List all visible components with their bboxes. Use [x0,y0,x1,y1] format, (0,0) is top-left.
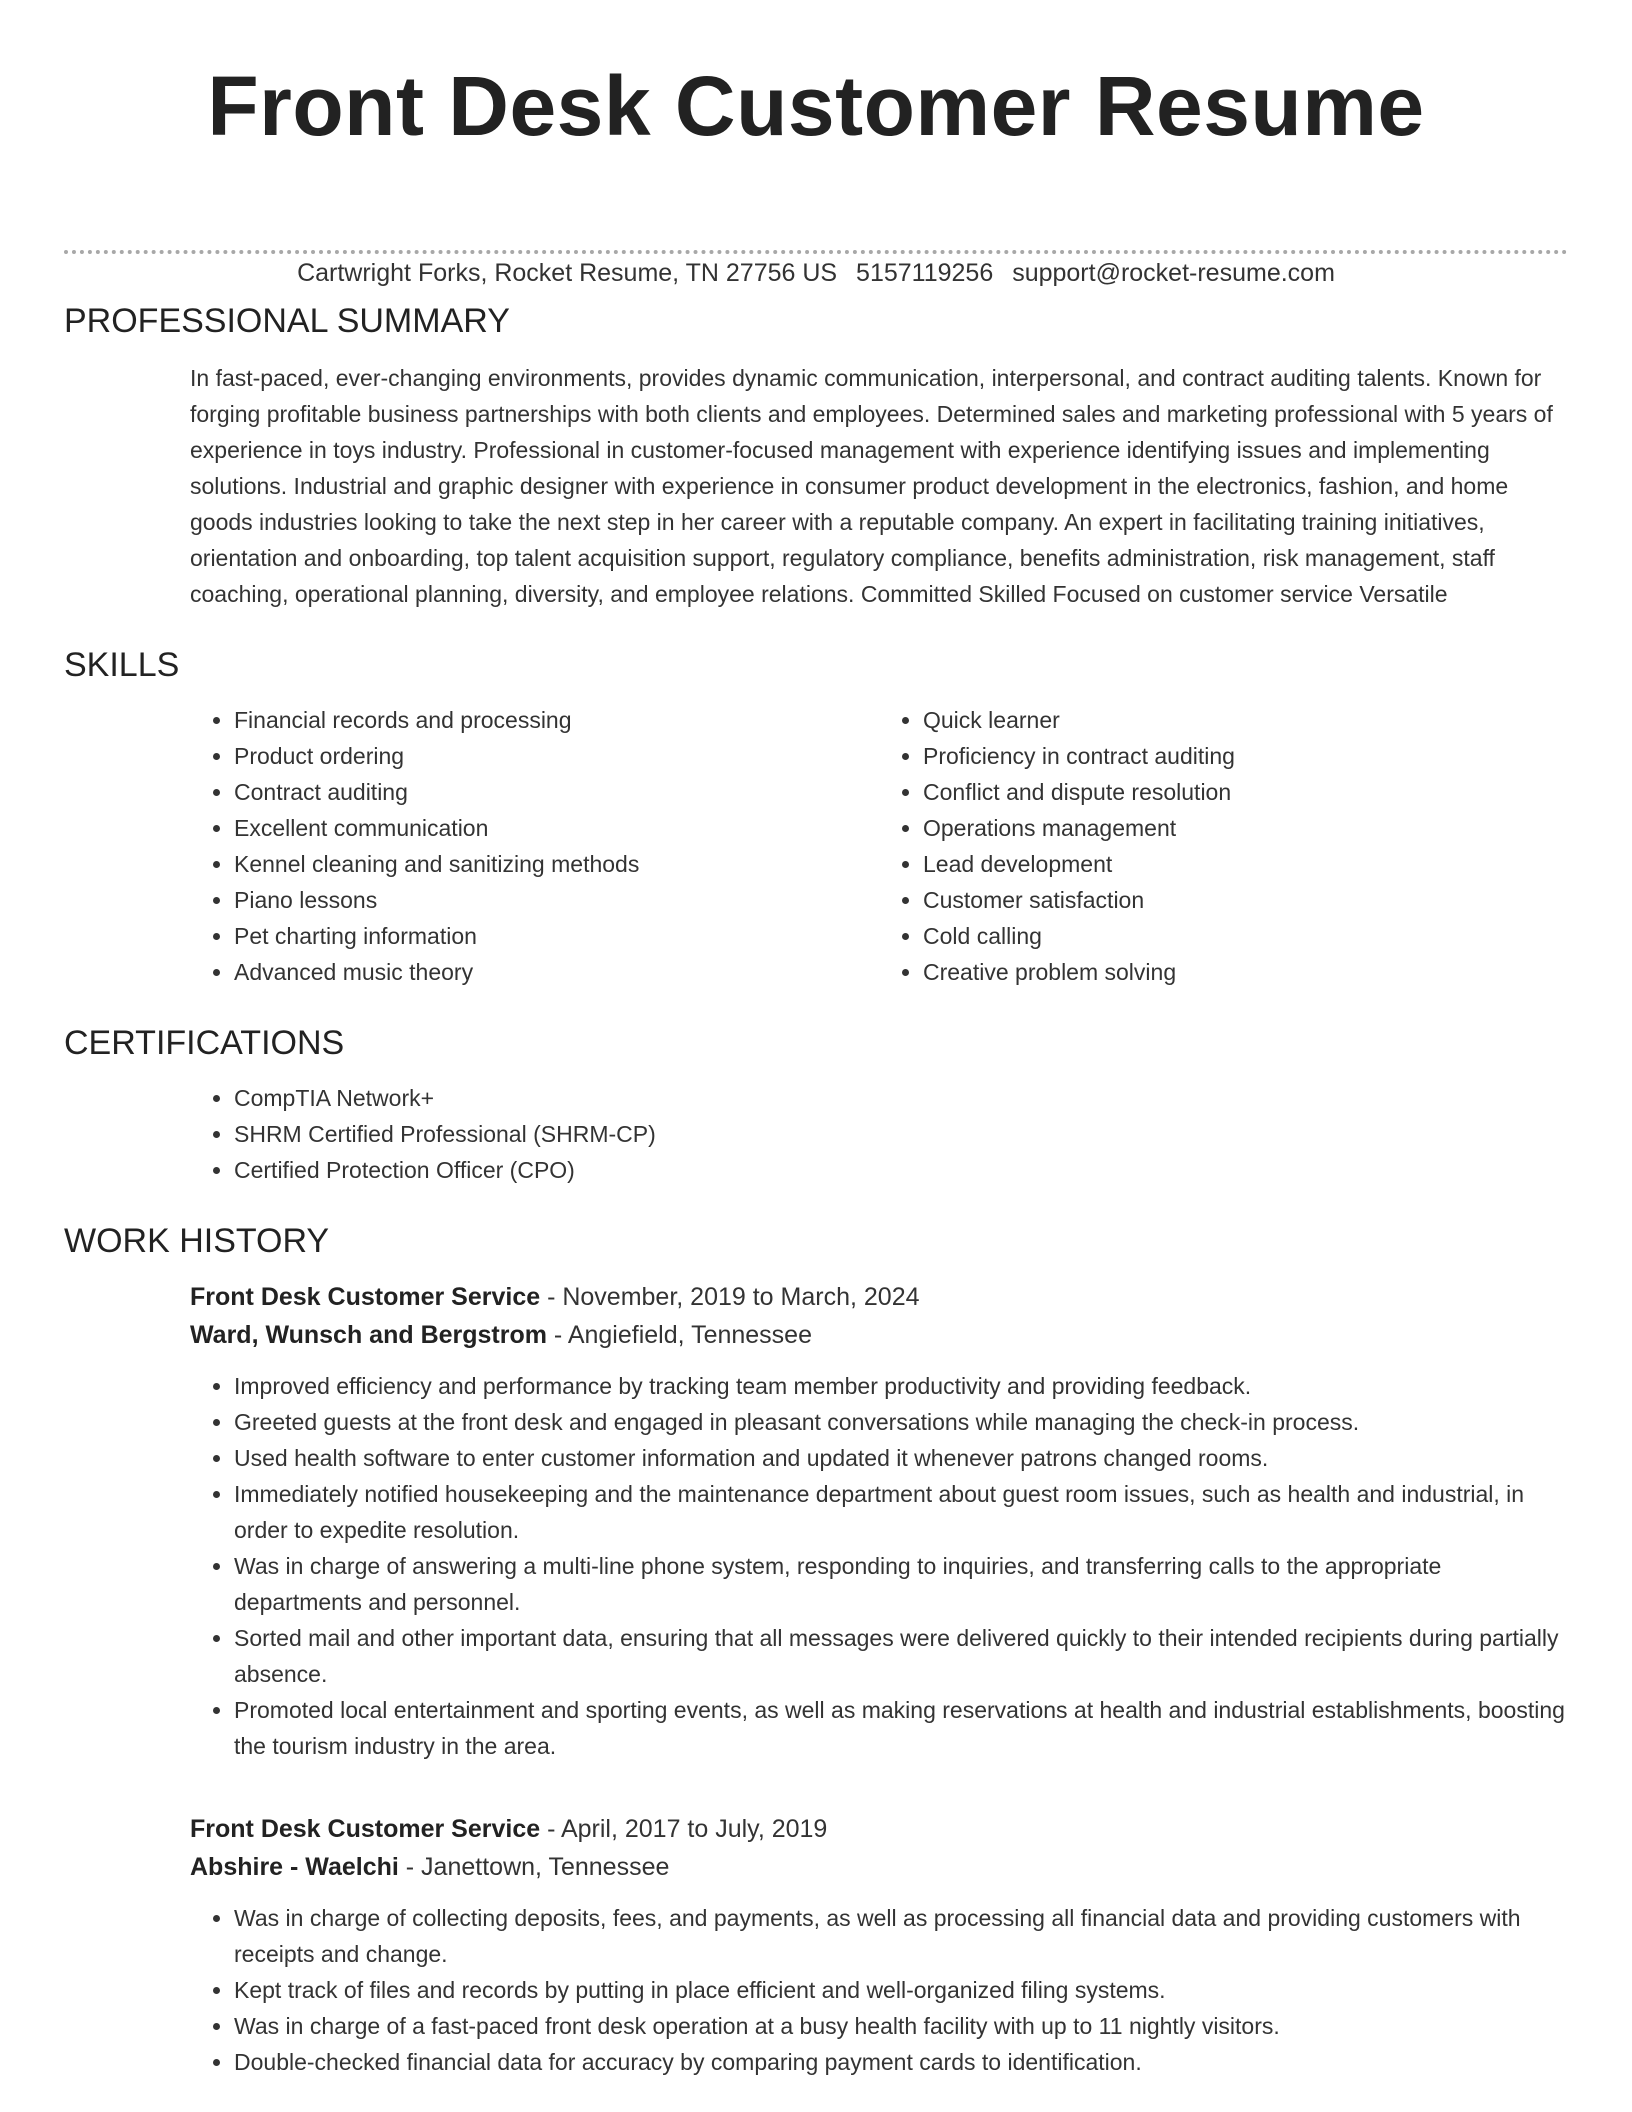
work-history-heading: WORK HISTORY [64,1222,330,1260]
job-dates: - April, 2017 to July, 2019 [540,1815,828,1843]
job-bullet: • Was in charge of answering a multi-line phone system, responding to inquiries, and transferring calls to the appropriate departments and personnel. [234,1548,1568,1620]
contact-phone: 5157119256 [856,259,994,287]
skill-item: • Product ordering [234,738,879,774]
job-role: Front Desk Customer Service [190,1815,541,1843]
skill-item: • Financial records and processing [234,702,879,738]
job-bullet: • Was in charge of collecting deposits, fees, and payments, as well as processing all financial data and providing customers with receipts and change. [234,1900,1568,1972]
skill-item: • Lead development [923,846,1568,882]
contact-email: support@rocket-resume.com [1012,259,1335,287]
summary-text: In fast-paced, ever-changing environments, provides dynamic communication, interpersonal, and contract auditing talents. Known for forging profitable business partnerships with both clients and employees. Determined sales and marketing professional with 5 years of experience in toys industry. Professional in customer-focused management with experience identifying issues and implementing solutions. Industrial and graphic designer with experience in consumer product development in the electronics, fashion, and home goods industries looking to take the next step in her career with a reputable company. An expert in facilitating training initiatives, orientation and onboarding, top talent acquisition support, regulatory compliance, benefits administration, risk management, staff coaching, operational planning, diversity, and employee relations. Committed Skilled Focused on customer service Versatile [190,365,1553,607]
certifications-list [190,1080,1568,1188]
job-bullet: • Was in charge of a fast-paced front desk operation at a busy health facility with up to 11 nightly visitors. [234,2008,1568,2044]
skill-item: • Proficiency in contract auditing [923,738,1568,774]
contact-address: Cartwright Forks, Rocket Resume, TN 27756 US [297,259,838,287]
skill-item: • Excellent communication [234,810,879,846]
resume-title: Front Desk Customer Resume [207,59,1425,153]
skills-heading: SKILLS [64,646,180,684]
skill-item: • Pet charting information [234,918,879,954]
job-bullet: • Promoted local entertainment and sporting events, as well as making reservations at health and industrial establishments, boosting the tourism industry in the area. [234,1692,1568,1764]
job-location: - Angiefield, Tennessee [546,1321,812,1349]
summary-heading: PROFESSIONAL SUMMARY [64,302,510,340]
job-bullet: • Improved efficiency and performance by tracking team member productivity and providing feedback. [234,1368,1568,1404]
job-company: Ward, Wunsch and Bergstrom [190,1321,547,1349]
job-bullet: • Immediately notified housekeeping and the maintenance department about guest room issues, such as health and industrial, in order to expedite resolution. [234,1476,1568,1548]
job-bullet: • Kept track of files and records by putting in place efficient and well-organized filing systems. [234,1972,1568,2008]
skill-item: • Contract auditing [234,774,879,810]
job-bullet: • Double-checked financial data for accuracy by comparing payment cards to identification. [234,2044,1568,2080]
skill-item: • Cold calling [923,918,1568,954]
skill-item: • Operations management [923,810,1568,846]
skills-right-list [879,702,1568,990]
skills-grid [190,702,1568,990]
job-header [190,1278,1568,1354]
skills-left-list [190,702,879,990]
job-location: - Janettown, Tennessee [398,1853,670,1881]
job-header [190,1810,1568,1886]
job-bullets [190,1900,1568,2080]
skill-item: • Creative problem solving [923,954,1568,990]
job-entry [64,1278,1568,1764]
job-bullet: • Sorted mail and other important data, ensuring that all messages were delivered quickly to their intended recipients during partially absence. [234,1620,1568,1692]
skill-item: • Kennel cleaning and sanitizing methods [234,846,879,882]
skill-item: • Customer satisfaction [923,882,1568,918]
resume-content [64,298,1568,2080]
certification-item: • Certified Protection Officer (CPO) [234,1152,1568,1188]
skill-item: • Advanced music theory [234,954,879,990]
skill-item: • Quick learner [923,702,1568,738]
job-bullets [190,1368,1568,1764]
job-bullet: • Greeted guests at the front desk and engaged in pleasant conversations while managing the check-in process. [234,1404,1568,1440]
job-bullet: • Used health software to enter customer information and updated it whenever patrons changed rooms. [234,1440,1568,1476]
job-company: Abshire - Waelchi [190,1853,399,1881]
skill-item: • Conflict and dispute resolution [923,774,1568,810]
job-dates: - November, 2019 to March, 2024 [540,1283,920,1311]
header-divider [64,250,1568,254]
job-entry [64,1810,1568,2080]
certifications-heading: CERTIFICATIONS [64,1024,345,1062]
certification-item: • CompTIA Network+ [234,1080,1568,1116]
job-role: Front Desk Customer Service [190,1283,541,1311]
contact-line [0,256,1632,290]
skill-item: • Piano lessons [234,882,879,918]
certification-item: • SHRM Certified Professional (SHRM-CP) [234,1116,1568,1152]
